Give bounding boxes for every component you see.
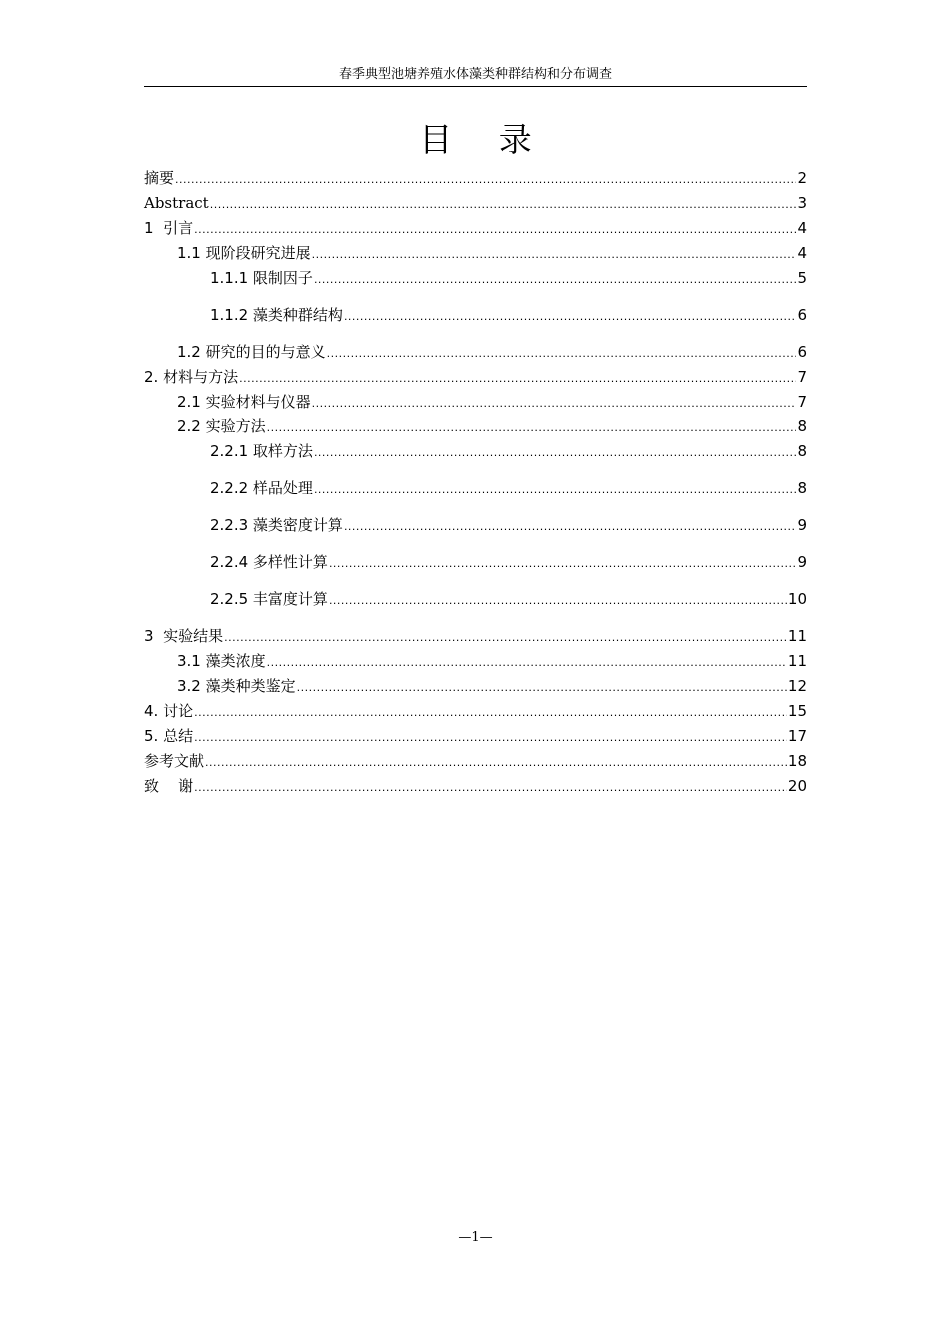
toc-entry-3-2[interactable] xyxy=(177,675,807,697)
toc-entry-page: 18 xyxy=(787,752,807,770)
toc-entry-abstract-cn[interactable] xyxy=(144,167,807,189)
dot-leader xyxy=(329,553,797,575)
toc-entry-page: 8 xyxy=(797,479,807,497)
toc-entry-4[interactable] xyxy=(144,700,807,722)
toc-entry-label: 致 谢 xyxy=(144,777,194,795)
dot-leader xyxy=(312,393,797,415)
toc-entry-label: 1.2 研究的目的与意义 xyxy=(177,343,326,361)
toc-entry-page: 17 xyxy=(787,727,807,745)
dot-leader xyxy=(297,677,787,699)
toc-entry-acknowledgements[interactable] xyxy=(144,775,807,797)
toc-entry-1-2[interactable] xyxy=(177,341,807,363)
toc-entry-page: 8 xyxy=(797,442,807,460)
toc-entry-page: 4 xyxy=(797,244,807,262)
dot-leader xyxy=(239,368,796,390)
toc-entry-page: 9 xyxy=(797,553,807,571)
dot-leader xyxy=(224,627,787,649)
dot-leader xyxy=(314,479,797,501)
toc-entry-2-2-4[interactable] xyxy=(210,551,807,573)
toc-entry-label: 2.2 实验方法 xyxy=(177,417,266,435)
toc-entry-page: 8 xyxy=(797,417,807,435)
toc-entry-1[interactable] xyxy=(144,217,807,239)
toc-entry-label: Abstract xyxy=(144,194,209,212)
dot-leader xyxy=(194,777,787,799)
toc-entry-references[interactable] xyxy=(144,750,807,772)
toc-entry-1-1[interactable] xyxy=(177,242,807,264)
toc-entry-label: 4. 讨论 xyxy=(144,702,194,720)
toc-entry-label: 2.2.5 丰富度计算 xyxy=(210,590,328,608)
toc-entry-label: 1 引言 xyxy=(144,219,194,237)
toc-title: 目 录 xyxy=(419,120,550,159)
toc-entry-label: 3.2 藻类种类鉴定 xyxy=(177,677,296,695)
toc-entry-2-1[interactable] xyxy=(177,391,807,413)
toc-entry-page: 7 xyxy=(797,368,807,386)
toc-entry-5[interactable] xyxy=(144,725,807,747)
toc-entry-page: 11 xyxy=(787,627,807,645)
toc-entry-label: 1.1 现阶段研究进展 xyxy=(177,244,311,262)
dot-leader xyxy=(194,219,796,241)
toc-entry-2-2-2[interactable] xyxy=(210,477,807,499)
toc-entry-1-1-1[interactable] xyxy=(210,267,807,289)
dot-leader xyxy=(175,169,796,191)
toc-entry-label: 2.2.4 多样性计算 xyxy=(210,553,328,571)
toc-entry-page: 4 xyxy=(797,219,807,237)
toc-entry-label: 5. 总结 xyxy=(144,727,194,745)
toc-entry-abstract-en[interactable] xyxy=(144,192,807,214)
page-header-title: 春季典型池塘养殖水体藻类种群结构和分布调查 xyxy=(338,67,612,82)
toc-entry-label: 2.2.3 藻类密度计算 xyxy=(210,516,343,534)
toc-entry-page: 2 xyxy=(797,169,807,187)
toc-entry-label: 参考文献 xyxy=(144,752,205,770)
dot-leader xyxy=(344,306,797,328)
toc-entry-label: 2.2.2 样品处理 xyxy=(210,479,313,497)
toc-entry-page: 15 xyxy=(787,702,807,720)
dot-leader xyxy=(327,343,797,365)
toc-entry-page: 5 xyxy=(797,269,807,287)
dot-leader xyxy=(344,516,797,538)
toc-entry-label: 1.1.1 限制因子 xyxy=(210,269,313,287)
dot-leader xyxy=(314,442,797,464)
toc-entry-page: 6 xyxy=(797,343,807,361)
toc-entry-3-1[interactable] xyxy=(177,650,807,672)
toc-entry-page: 6 xyxy=(797,306,807,324)
dot-leader xyxy=(267,652,787,674)
toc-entry-label: 2. 材料与方法 xyxy=(144,368,239,386)
toc-entry-page: 11 xyxy=(787,652,807,670)
dot-leader xyxy=(312,244,797,266)
toc-entry-label: 摘要 xyxy=(144,169,175,187)
dot-leader xyxy=(314,269,797,291)
toc-entry-3[interactable] xyxy=(144,625,807,647)
toc-entry-2-2-5[interactable] xyxy=(210,588,807,610)
toc-entry-2[interactable] xyxy=(144,366,807,388)
dot-leader xyxy=(194,702,787,724)
header-divider xyxy=(144,86,807,87)
toc-entry-label: 3 实验结果 xyxy=(144,627,224,645)
toc-entry-page: 9 xyxy=(797,516,807,534)
toc-entry-page: 12 xyxy=(787,677,807,695)
page-number: —1— xyxy=(458,1230,493,1245)
toc-entry-1-1-2[interactable] xyxy=(210,304,807,326)
toc-entry-label: 2.1 实验材料与仪器 xyxy=(177,393,311,411)
dot-leader xyxy=(205,752,787,774)
toc-entry-label: 1.1.2 藻类种群结构 xyxy=(210,306,343,324)
toc-entry-page: 10 xyxy=(787,590,807,608)
toc-entry-page: 20 xyxy=(787,777,807,795)
dot-leader xyxy=(329,590,787,612)
dot-leader xyxy=(210,194,797,216)
toc-entry-2-2[interactable] xyxy=(177,415,807,437)
toc-entry-label: 3.1 藻类浓度 xyxy=(177,652,266,670)
dot-leader xyxy=(267,417,797,439)
toc-entry-label: 2.2.1 取样方法 xyxy=(210,442,313,460)
toc-entry-2-2-1[interactable] xyxy=(210,440,807,462)
dot-leader xyxy=(194,727,787,749)
toc-entry-page: 3 xyxy=(797,194,807,212)
toc-entry-2-2-3[interactable] xyxy=(210,514,807,536)
toc-entry-page: 7 xyxy=(797,393,807,411)
